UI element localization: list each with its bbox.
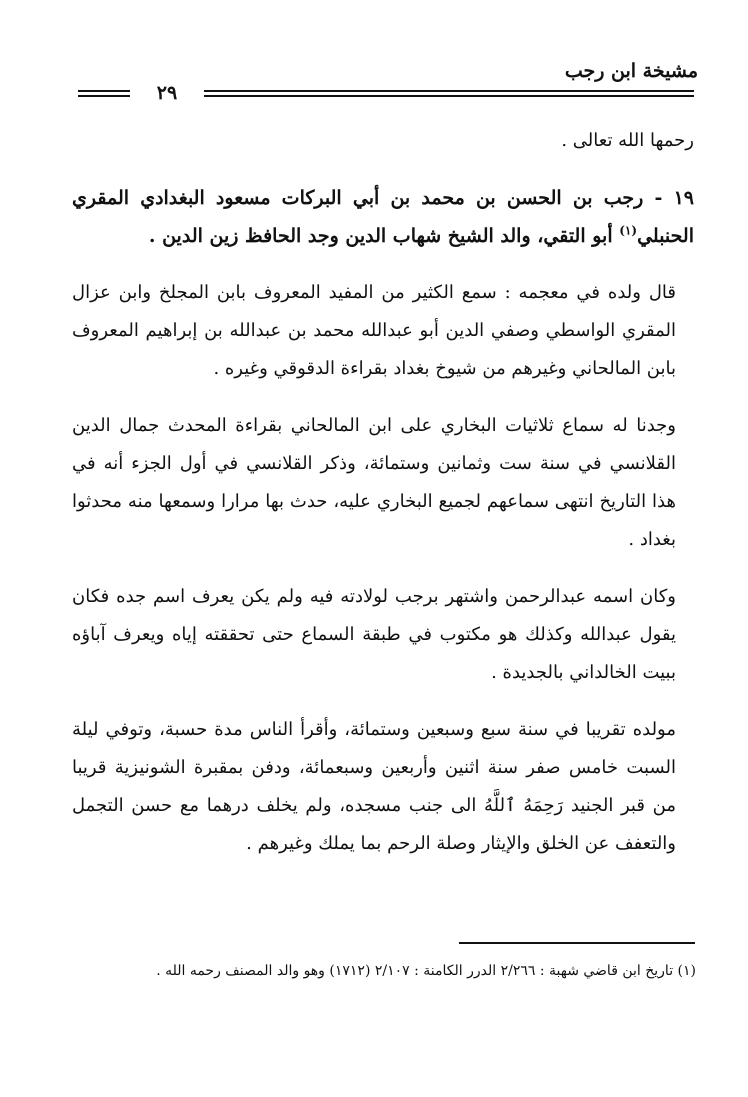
- footnote-text: (١) تاريخ ابن قاضي شهبة : ٢/٢٦٦ الدرر الكامنة : ٢/١٠٧ (١٧١٢) وهو والد المصنف رحمه الله .: [156, 963, 696, 979]
- entry-heading-main: ١٩ - رجب بن الحسن بن محمد بن أبي البركات مسعود البغدادي المقري الحنبلي: [72, 187, 694, 247]
- intro-line: رحمها الله تعالى .: [561, 130, 694, 151]
- entry-heading: [72, 179, 694, 255]
- footnote-divider: [459, 942, 695, 944]
- header-rule-left: [78, 90, 130, 97]
- paragraph-3: وكان اسمه عبدالرحمن واشتهر برجب لولادته فيه ولم يكن يعرف اسم جده فكان يقول عبدالله وكذلك هو مكتوب في طبقة السماع حتى تحققته إياه ويعرف آباؤه ببيت الخالداني بالجديدة .: [72, 586, 676, 683]
- entry-heading-rest: أبو التقي، والد الشيخ شهاب الدين وجد الحافظ زين الدين .: [148, 225, 620, 247]
- header-rule-right: [204, 90, 694, 97]
- body-text: [72, 122, 694, 882]
- paragraph-4: مولده تقريبا في سنة سبع وسبعين وستمائة، وأقرأ الناس مدة حسبة، وتوفي ليلة السبت خامس صفر سنة اثنين وأربعين وسبعمائة، ودفن بمقبرة الشونيزية قريبا من قبر الجنيد رَحِمَهُ ٱللَّهُ الى جنب مسجده، ولم يخلف درهما مع حسن التجمل والتعفف عن الخلق والإيثار وصلة الرحم بما يملك وغيرهم .: [72, 719, 676, 854]
- paragraph-2: وجدنا له سماع ثلاثيات البخاري على ابن المالحاني بقراءة المحدث جمال الدين القلانسي في سنة ست وثمانين وستمائة، وذكر القلانسي في أول الجزء أنه في هذا التاريخ انتهى سماعهم لجميع البخاري عليه، حدث بها مرارا وسمعها منه محدثوا بغداد .: [72, 415, 676, 550]
- page-number: ٢٩: [156, 82, 178, 104]
- paragraph-1: قال ولده في معجمه : سمع الكثير من المفيد المعروف بابن المجلخ وابن عزال المقري الواسطي وصفي الدين أبو عبدالله محمد بن عبدالله بن إبراهيم المعروف بابن المالحاني وغيرهم من شيوخ بغداد بقراءة الدقوقي وغيره .: [72, 282, 676, 379]
- running-header-title: مشيخة ابن رجب: [564, 60, 698, 82]
- footnote-reference[interactable]: (١): [619, 223, 638, 238]
